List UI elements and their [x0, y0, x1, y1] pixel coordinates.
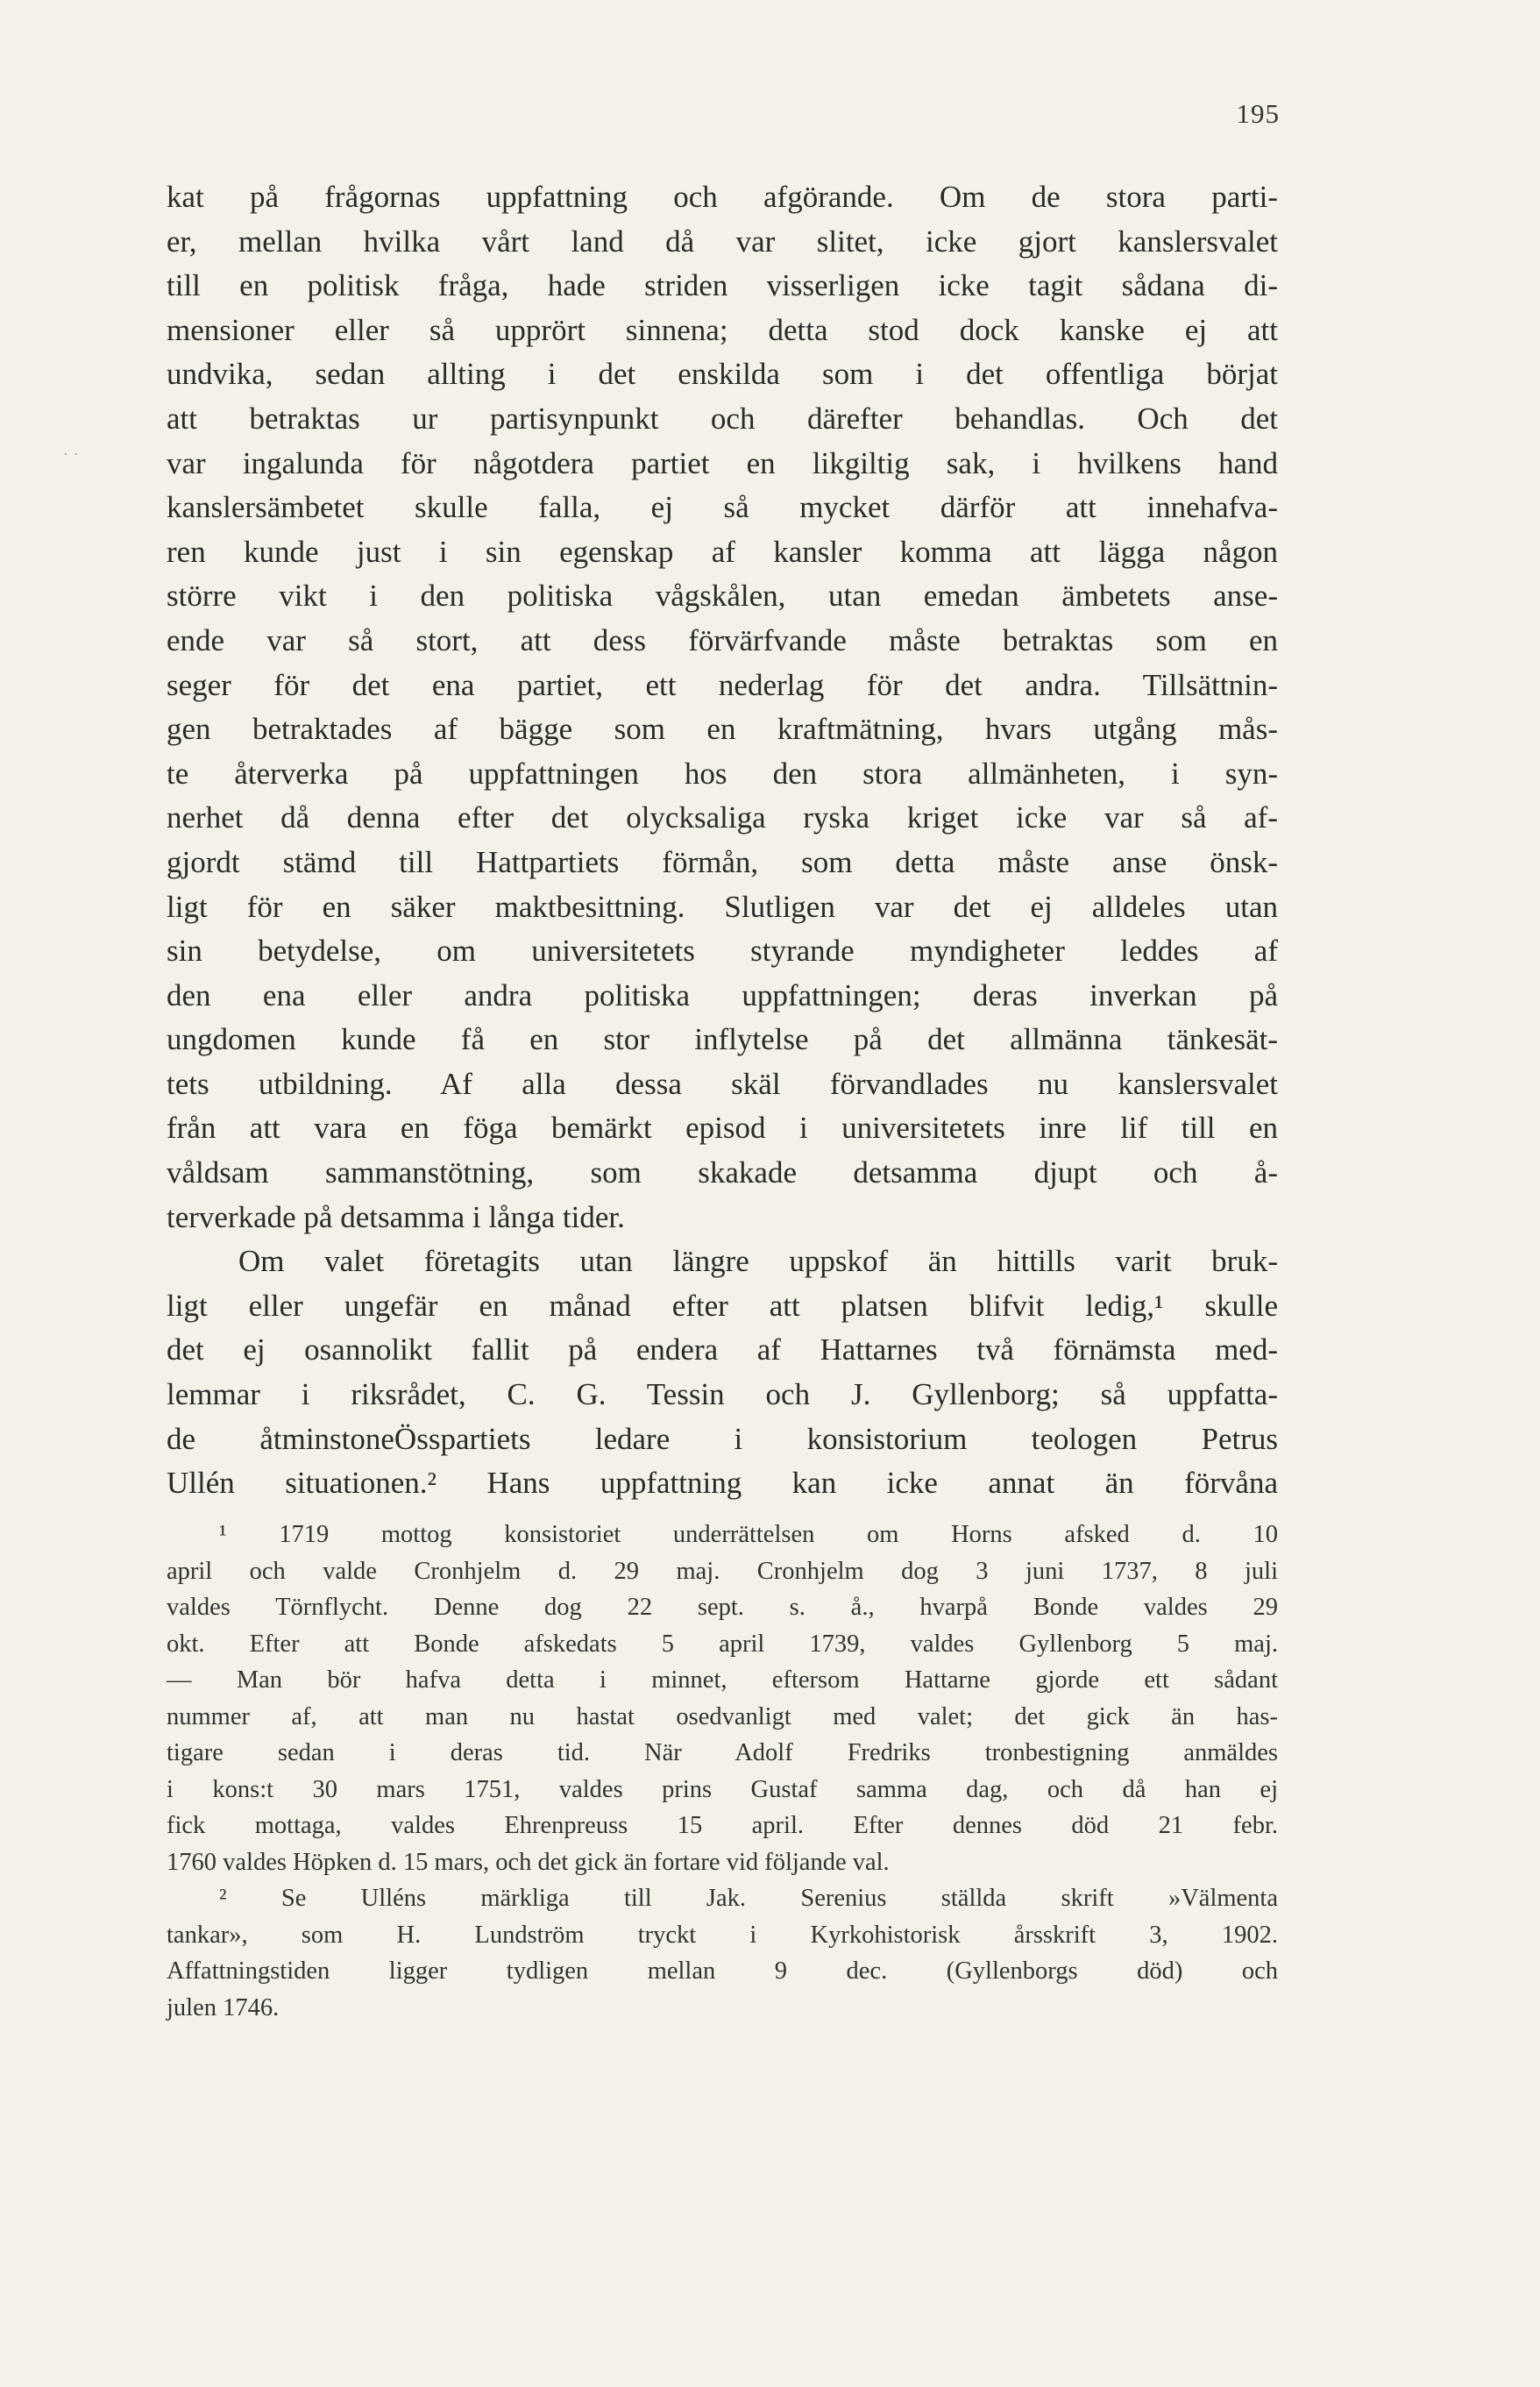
text-line: gjordt stämd till Hattpartiets förmån, som detta måste anse önsk-: [167, 844, 1278, 879]
text-line: kat på frågornas uppfattning och afgörande. Om de stora parti-: [167, 180, 1278, 214]
text-line: tets utbildning. Af alla dessa skäl förvandlades nu kanslersvalet: [167, 1066, 1278, 1101]
text-line: Om valet företagits utan längre uppskof än hittills varit bruk-: [238, 1244, 1278, 1279]
text-line: ren kunde just i sin egenskap af kansler komma att lägga någon: [167, 534, 1278, 569]
text-line: undvika, sedan allting i det enskilda som i det offentliga börjat: [167, 357, 1278, 392]
footnote-line: Affattningstiden ligger tydligen mellan 9 dec. (Gyllenborgs död) och: [167, 1957, 1278, 1985]
text-line: till en politisk fråga, hade striden visserligen icke tagit sådana di-: [167, 268, 1278, 303]
body-text: [167, 175, 1278, 1506]
text-line: de åtminstoneÖsspartiets ledare i konsistorium teologen Petrus: [167, 1421, 1278, 1456]
footnote-line: ² Se Ulléns märkliga till Jak. Serenius ställda skrift »Välmenta: [219, 1885, 1278, 1912]
footnote-line: nummer af, att man nu hastat osedvanligt med valet; det gick än has-: [167, 1702, 1278, 1730]
footnote-line: okt. Efter att Bonde afskedats 5 april 1739, valdes Gyllenborg 5 maj.: [167, 1630, 1278, 1658]
text-line: lemmar i riksrådet, C. G. Tessin och J. Gyllenborg; så uppfatta-: [167, 1377, 1278, 1412]
text-line: var ingalunda för någotdera partiet en likgiltig sak, i hvilkens hand: [167, 445, 1278, 480]
text-line: sin betydelse, om universitetets styrande myndigheter leddes af: [167, 934, 1278, 969]
footnote-line: april och valde Cronhjelm d. 29 maj. Cronhjelm dog 3 juni 1737, 8 juli: [167, 1557, 1278, 1585]
text-line: våldsam sammanstötning, som skakade detsamma djupt och å-: [167, 1155, 1278, 1190]
text-line: ungdomen kunde få en stor inflytelse på det allmänna tänkesät-: [167, 1022, 1278, 1057]
footnote-line: — Man bör hafva detta i minnet, eftersom Hattarne gjorde ett sådant: [167, 1666, 1278, 1694]
text-line: er, mellan hvilka vårt land då var slitet, icke gjort kanslersvalet: [167, 224, 1278, 259]
footnote-line: 1760 valdes Höpken d. 15 mars, och det gick än fortare vid följande val.: [167, 1848, 890, 1876]
footnote-line: tankar», som H. Lundström tryckt i Kyrkohistorisk årsskrift 3, 1902.: [167, 1921, 1278, 1949]
text-line: ende var så stort, att dess förvärfvande måste betraktas som en: [167, 622, 1278, 657]
text-line: nerhet då denna efter det olycksaliga ryska kriget icke var så af-: [167, 800, 1278, 835]
text-line: mensioner eller så upprört sinnena; detta stod dock kanske ej att: [167, 312, 1278, 347]
text-line: seger för det ena partiet, ett nederlag för det andra. Tillsättnin-: [167, 667, 1278, 702]
footnote-line: julen 1746.: [167, 1993, 280, 2021]
page-number: 195: [1236, 98, 1280, 129]
text-line: Ullén situationen.² Hans uppfattning kan icke annat än förvåna: [167, 1466, 1278, 1501]
footnote-line: ¹ 1719 mottog konsistoriet underrättelsen om Horns afsked d. 10: [219, 1521, 1278, 1548]
text-line: te återverka på uppfattningen hos den stora allmänheten, i syn-: [167, 756, 1278, 791]
text-line: det ej osannolikt fallit på endera af Hattarnes två förnämsta med-: [167, 1332, 1278, 1368]
text-line: kanslersämbetet skulle falla, ej så mycket därför att innehafva-: [167, 490, 1278, 525]
margin-mark: ··: [63, 445, 84, 464]
text-line: gen betraktades af bägge som en kraftmätning, hvars utgång mås-: [167, 712, 1278, 747]
footnote-line: fick mottaga, valdes Ehrenpreuss 15 april. Efter dennes död 21 febr.: [167, 1812, 1278, 1839]
text-line: den ena eller andra politiska uppfattningen; deras inverkan på: [167, 977, 1278, 1012]
text-line: ligt för en säker maktbesittning. Slutligen var det ej alldeles utan: [167, 889, 1278, 924]
footnotes: [167, 1517, 1278, 2026]
footnote-line: i kons:t 30 mars 1751, valdes prins Gustaf samma dag, och då han ej: [167, 1775, 1278, 1803]
text-line: från att vara en föga bemärkt episod i universitetets inre lif till en: [167, 1111, 1278, 1146]
text-line: större vikt i den politiska vågskålen, utan emedan ämbetets anse-: [167, 579, 1278, 614]
text-line: ligt eller ungefär en månad efter att platsen blifvit ledig,¹ skulle: [167, 1288, 1278, 1323]
footnote-line: tigare sedan i deras tid. När Adolf Fredriks tronbestigning anmäldes: [167, 1739, 1278, 1766]
text-line: terverkade på detsamma i långa tider.: [167, 1199, 625, 1234]
footnote-line: valdes Törnflycht. Denne dog 22 sept. s. å., hvarpå Bonde valdes 29: [167, 1594, 1278, 1621]
text-line: att betraktas ur partisynpunkt och därefter behandlas. Och det: [167, 401, 1278, 436]
